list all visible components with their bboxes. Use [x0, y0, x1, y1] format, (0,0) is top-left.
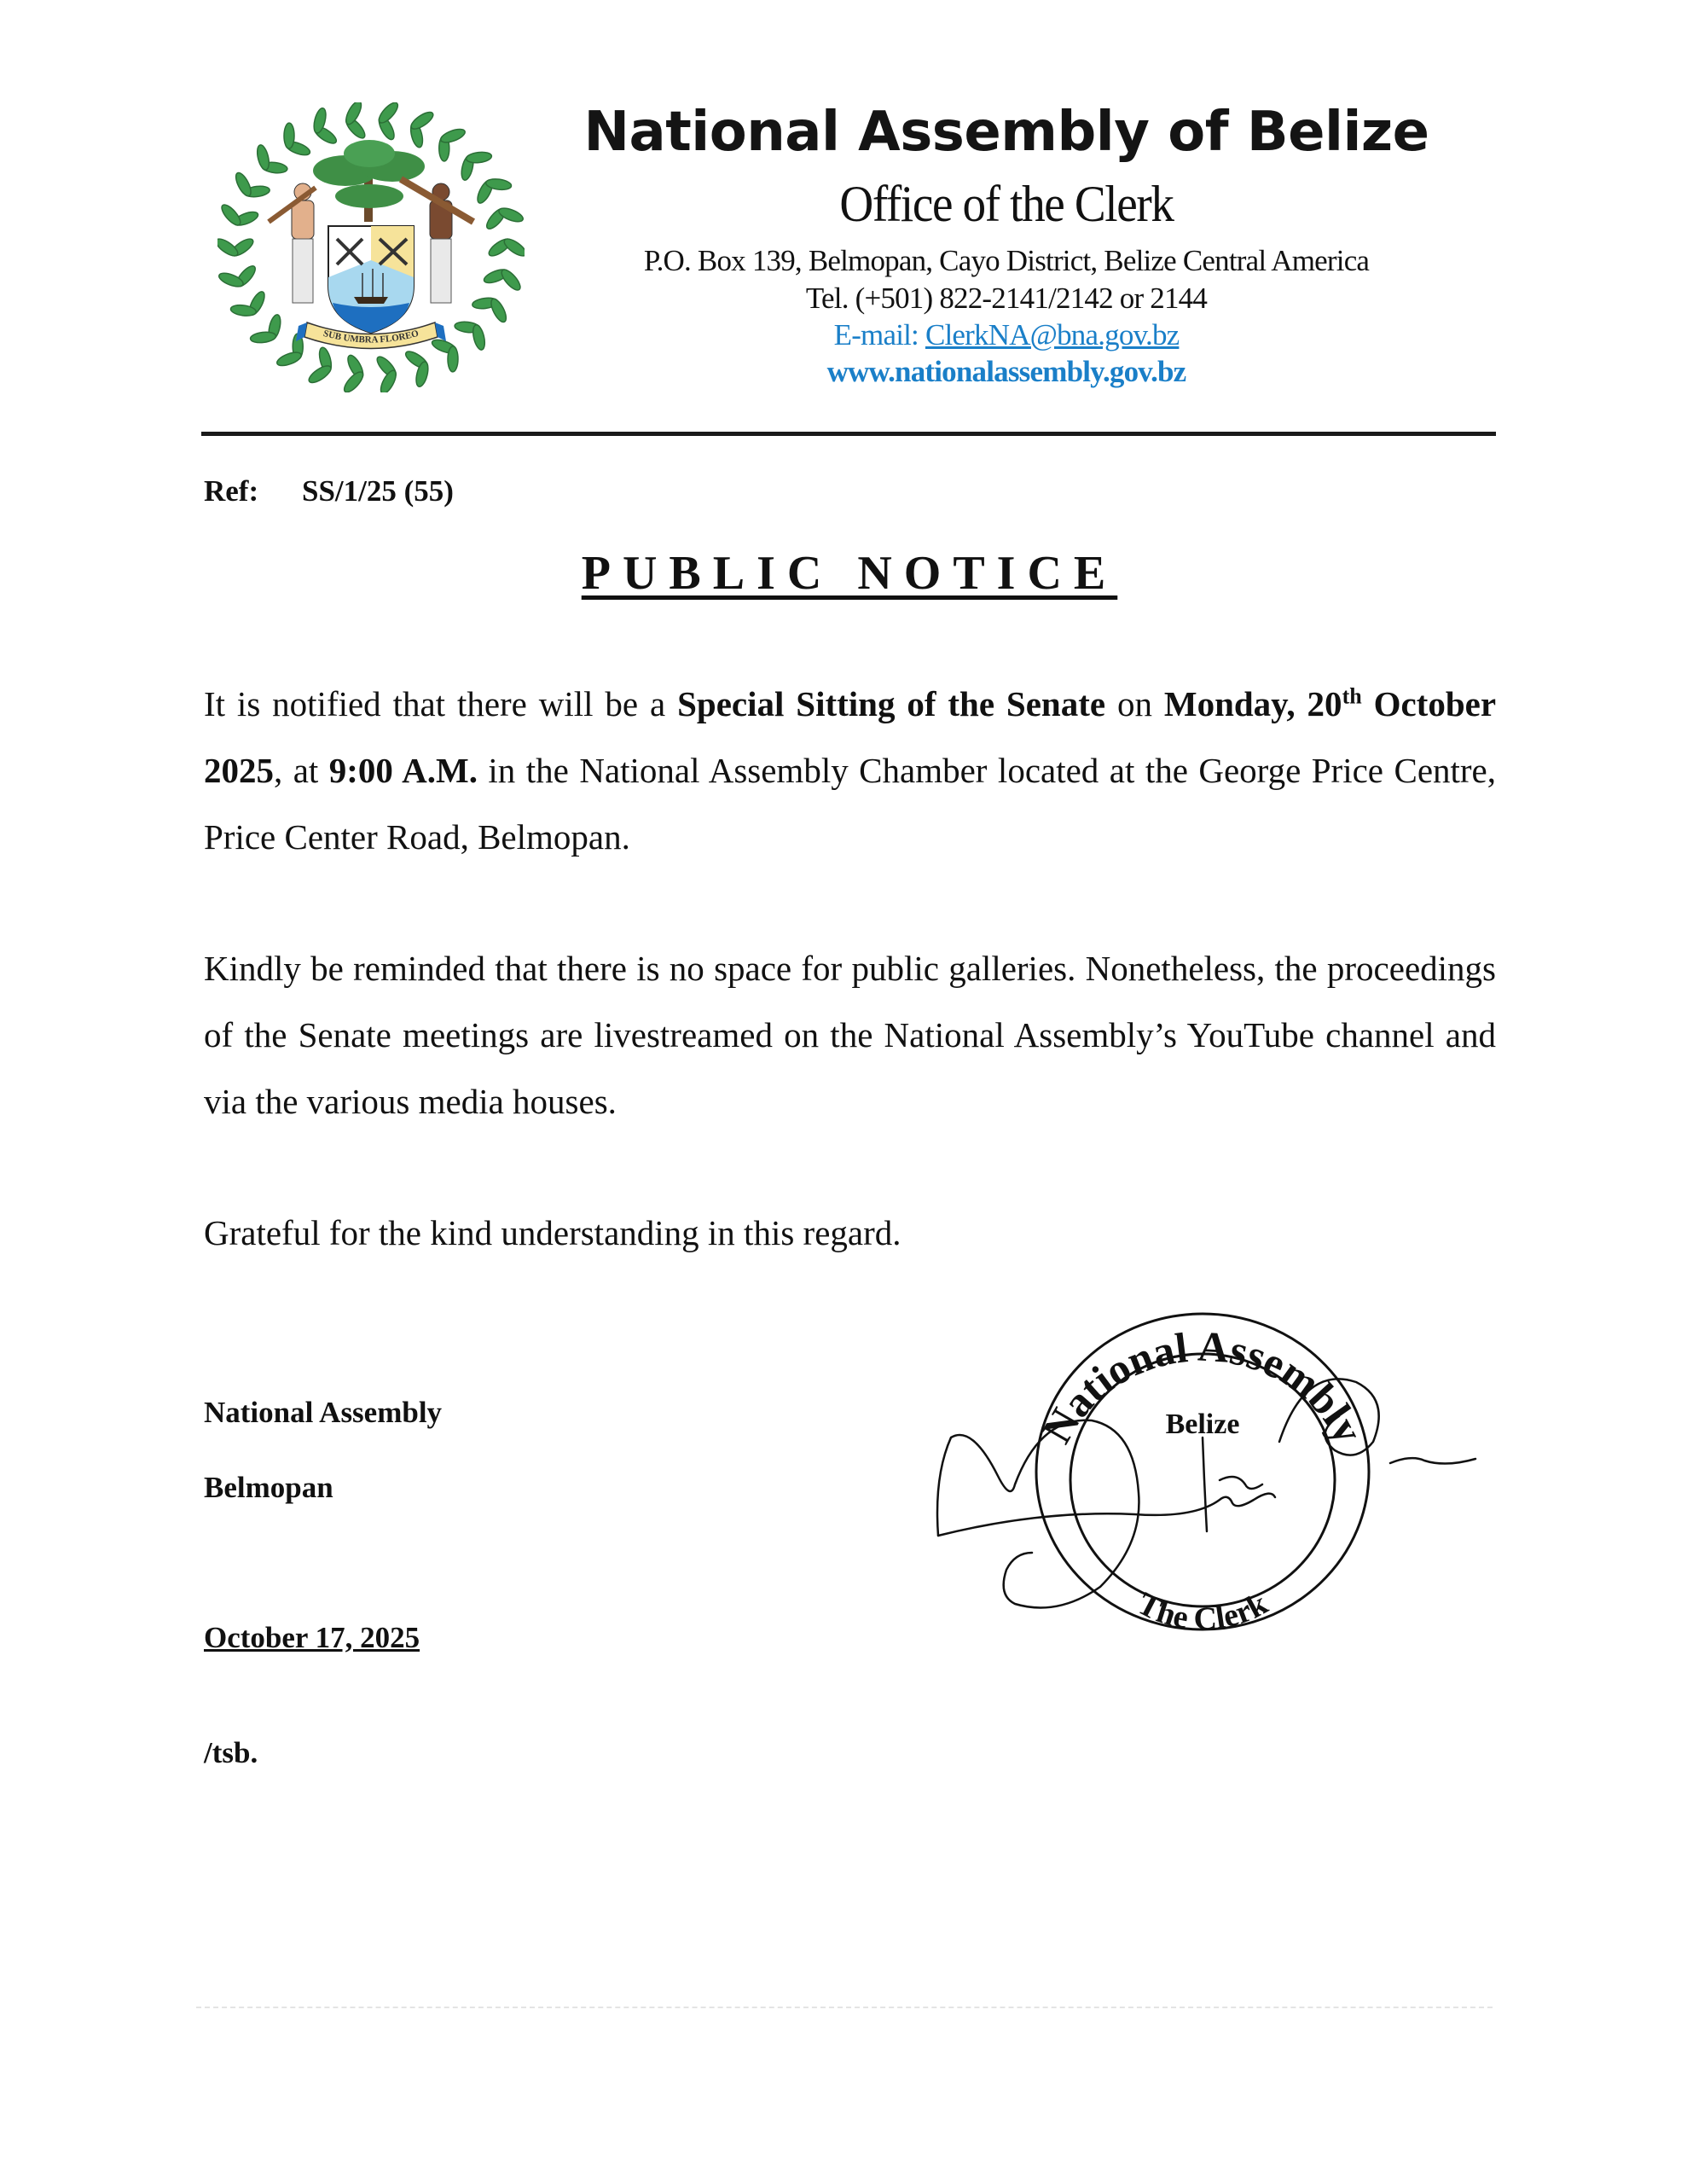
- laurel-leaf: [219, 202, 244, 228]
- laurel-leaf: [471, 323, 487, 351]
- laurel-leaf: [466, 151, 492, 164]
- scan-artifact-line: [196, 2007, 1493, 2008]
- event-location: in the National Assembly Chamber located at the George Price Centre, Price Center Road, Belmopan.: [204, 751, 1497, 857]
- laurel-leaf: [250, 331, 276, 344]
- typist-initials: /tsb.: [204, 1736, 258, 1769]
- laurel-leaf: [284, 123, 294, 148]
- telephone: Tel. (+501) 822-2141/2142 or 2144: [805, 282, 1208, 315]
- ordinal-suffix: th: [1342, 683, 1362, 709]
- laurel-leaf: [448, 346, 458, 372]
- laurel-leaf: [488, 297, 508, 324]
- header-divider: [201, 432, 1496, 436]
- reference-number: SS/1/25 (55): [302, 474, 454, 508]
- signoff-date: October 17, 2025: [204, 1621, 420, 1654]
- laurel-leaf: [217, 270, 245, 289]
- office-name: Office of the Clerk: [839, 176, 1174, 232]
- notice-paragraph-sitting: [204, 671, 1496, 870]
- text-run: It is notified that there will be a: [204, 684, 678, 723]
- notice-paragraph-livestream: Kindly be reminded that there is no space for public galleries. Nonetheless, the proceedings of the Senate meetings are livestreamed on the National Assembly’s YouTube channel and via the various media houses.: [204, 949, 1496, 1121]
- signoff-organization: National Assembly: [204, 1396, 443, 1429]
- seal-bottom-text: The Clerk: [1131, 1585, 1274, 1638]
- svg-text:The Clerk: [1132, 1585, 1274, 1637]
- postal-address: P.O. Box 139, Belmopan, Cayo District, Belize Central America: [643, 244, 1370, 277]
- shield: [328, 226, 414, 333]
- laurel-leaf: [233, 171, 253, 198]
- laurel-leaf: [409, 109, 436, 132]
- official-seal-icon: [913, 1280, 1493, 1655]
- crest-motto: SUB UMBRA FLOREO: [322, 328, 420, 346]
- notice-paragraph-closing: Grateful for the kind understanding in this regard.: [204, 1213, 901, 1252]
- email-label: E-mail:: [833, 318, 925, 351]
- reference-line: [204, 474, 454, 508]
- laurel-leaf: [275, 350, 303, 369]
- belize-coat-of-arms-icon: [217, 102, 525, 392]
- signoff-city: Belmopan: [204, 1471, 333, 1504]
- laurel-leaf: [306, 363, 333, 386]
- laurel-leaf: [499, 267, 524, 293]
- event-time: 9:00 A.M.: [328, 751, 478, 790]
- event-day: Monday, 20: [1163, 684, 1342, 723]
- page-title: [0, 546, 1687, 601]
- event-name: Special Sitting of the Senate: [677, 684, 1106, 723]
- laurel-leaf: [255, 144, 271, 171]
- text-run: on: [1105, 684, 1164, 723]
- seal-top-text: National Assembly: [1032, 1321, 1373, 1451]
- organization-name: National Assembly of Belize: [583, 101, 1429, 164]
- laurel-leaf: [439, 126, 467, 145]
- email-link[interactable]: ClerkNA@bna.gov.bz: [925, 318, 1180, 351]
- reference-label: Ref:: [204, 474, 259, 508]
- event-month-year: October 2025: [204, 684, 1497, 790]
- email-line: [546, 318, 1467, 352]
- laurel-leaf: [497, 206, 525, 224]
- seal-center-text: Belize: [1165, 1409, 1240, 1440]
- page-title-text: PUBLIC NOTICE: [581, 547, 1118, 600]
- text-run: , at: [274, 751, 329, 790]
- website-link[interactable]: www.nationalassembly.gov.bz: [826, 355, 1186, 388]
